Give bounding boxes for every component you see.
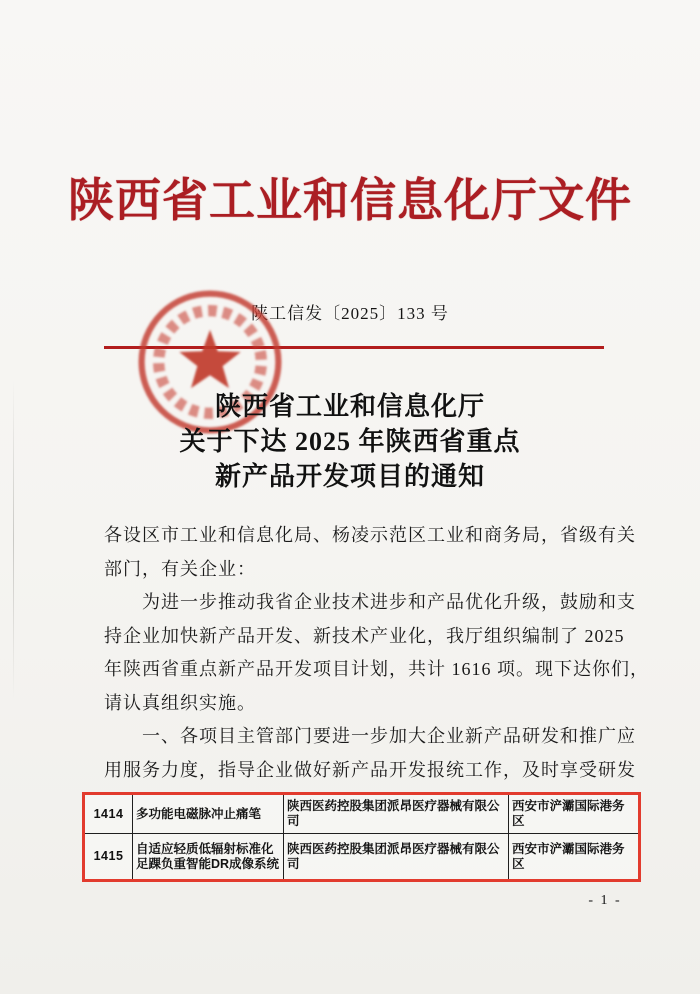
project-company: 陕西医药控股集团派昂医疗器械有限公司 (284, 794, 509, 834)
document-body (104, 519, 649, 787)
document-title-line: 陕西省工业和信息化厅 (214, 392, 485, 421)
table-row (84, 834, 640, 881)
body-line: 各设区市工业和信息化局、杨凌示范区工业和商务局，省级有关 (104, 525, 636, 545)
body-line: 请认真组织实施。 (104, 692, 256, 713)
project-district: 西安市浐灞国际港务区 (509, 834, 640, 881)
document-title-line: 新产品开发项目的通知 (214, 462, 485, 491)
highlighted-project-table (82, 792, 641, 882)
page-number: - 1 - (588, 893, 622, 908)
document-title (0, 389, 700, 494)
doc-number: 陕工信发〔2025〕133 号 (251, 304, 449, 323)
document-title-line: 关于下达 2025 年陕西省重点 (179, 427, 521, 456)
project-company: 陕西医药控股集团派昂医疗器械有限公司 (284, 834, 509, 881)
table-row (84, 794, 640, 834)
body-line: 持企业加快新产品开发、新技术产业化，我厅组织编制了 2025 (104, 625, 625, 646)
project-district: 西安市浐灞国际港务区 (509, 794, 640, 834)
body-line: 用服务力度，指导企业做好新产品开发报统工作，及时享受研发 (104, 759, 636, 780)
project-number: 1415 (84, 834, 133, 881)
document-header-title: 陕西省工业和信息化厅文件 (68, 175, 632, 226)
body-line: 年陕西省重点新产品开发项目计划，共计 1616 项。现下达你们， (104, 659, 649, 679)
project-name: 自适应轻质低辐射标准化足踝负重智能DR成像系统 (133, 834, 284, 881)
project-name: 多功能电磁脉冲止痛笔 (133, 794, 284, 834)
seal-star-icon (179, 330, 240, 388)
body-line: 为进一步推动我省企业技术进步和产品优化升级，鼓励和支 (142, 592, 636, 612)
body-line: 部门，有关企业： (104, 558, 256, 579)
project-number: 1414 (84, 794, 133, 834)
body-line: 一、各项目主管部门要进一步加大企业新产品研发和推广应 (142, 726, 636, 746)
red-divider-line (104, 346, 604, 349)
